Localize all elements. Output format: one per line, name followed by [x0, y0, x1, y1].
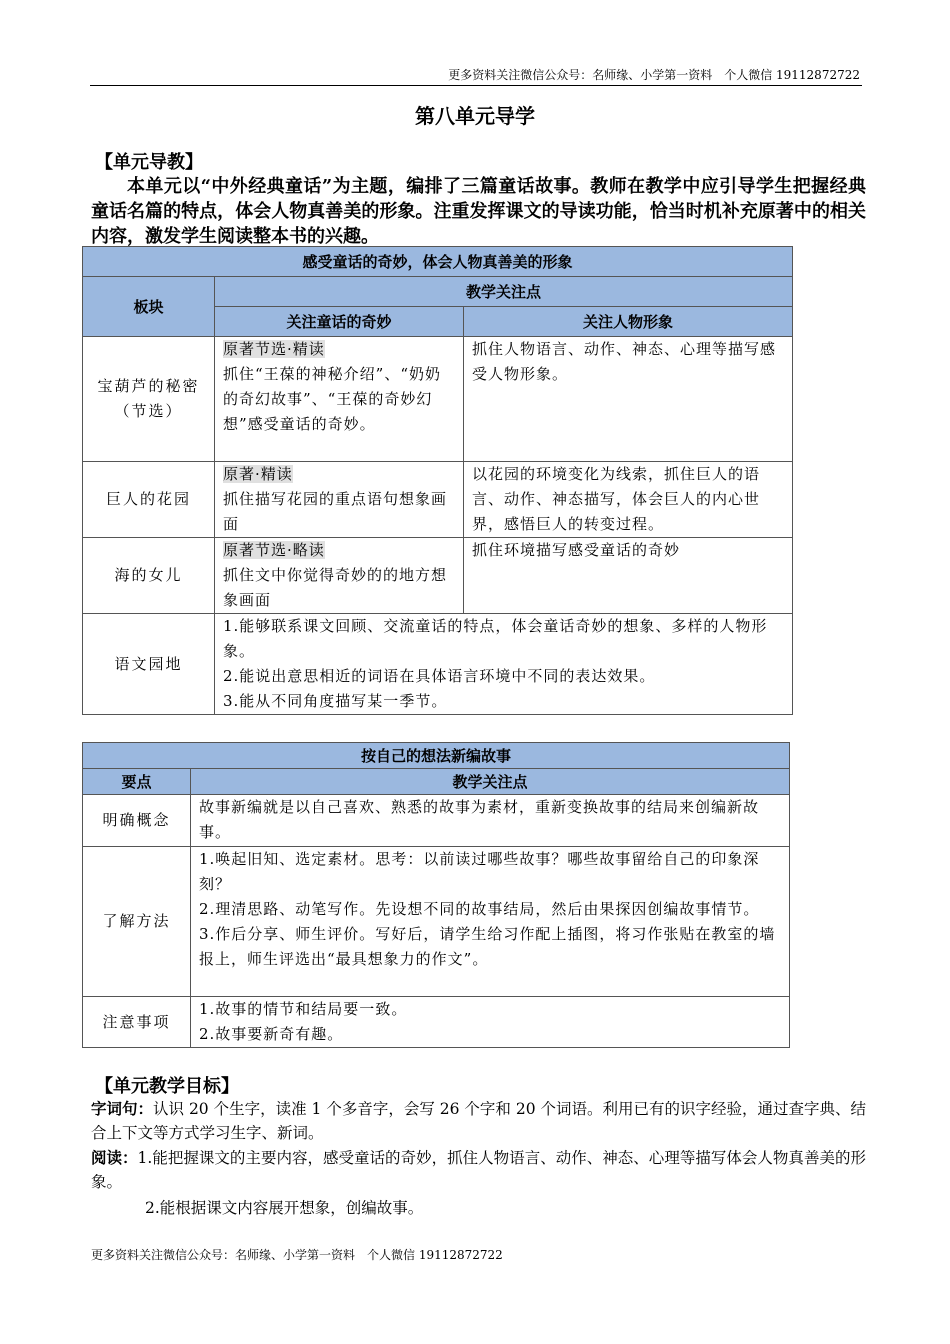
reading-tag: 原著·精读: [223, 465, 293, 483]
table1-title: 感受童话的奇妙，体会人物真善美的形象: [83, 247, 793, 277]
row-point-label: 了解方法: [83, 847, 191, 997]
table-row: [83, 997, 790, 1048]
goals-heading: 【单元教学目标】: [95, 1076, 239, 1097]
table-row: [83, 614, 793, 715]
table-row: [83, 538, 793, 614]
goal-reading: [91, 1146, 866, 1194]
table-row: [83, 462, 793, 538]
table-row: [83, 795, 790, 847]
table-row: [83, 337, 793, 462]
header-divider: [90, 85, 862, 86]
intro-text: 本单元以“中外经典童话”为主题，编排了三篇童话故事。教师在教学中应引导学生把握经典童话名篇的特点，体会人物真善美的形象。注重发挥课文的导读功能，恰当时机补充原著中的相关内容，激发学生阅读整本书的兴趣。: [91, 176, 866, 247]
table1-col-wonder: 关注童话的奇妙: [215, 307, 464, 337]
row-block-label: 语文园地: [83, 614, 215, 715]
table-row: [83, 847, 790, 997]
row-character-text: 抓住环境描写感受童话的奇妙: [464, 538, 793, 614]
row-wonder-cell: [215, 337, 464, 462]
table1-col-character: 关注人物形象: [464, 307, 793, 337]
row-block-label: 巨人的花园: [83, 462, 215, 538]
row-block-label: 宝葫芦的秘密（节选）: [83, 337, 215, 462]
list-item: 1.能够联系课文回顾、交流童话的特点，体会童话奇妙的想象、多样的人物形象。: [223, 617, 768, 660]
goal-reading-1: 1.能把握课文的主要内容，感受童话的奇妙，抓住人物语言、动作、神态、心理等描写体会人物真善美的形象。: [91, 1149, 866, 1191]
page-header: 更多资料关注微信公众号：名师缘、小学第一资料 个人微信 19112872722: [448, 68, 860, 82]
table2-col-point: 要点: [83, 769, 191, 795]
list-item: 2.理清思路、动笔写作。先设想不同的故事结局，然后由果探因创编故事情节。: [199, 900, 760, 918]
goal-words-label: 字词句：: [91, 1099, 154, 1118]
list-item: 2.能说出意思相近的词语在具体语言环境中不同的表达效果。: [223, 667, 656, 685]
goal-words: [91, 1097, 866, 1145]
goal-reading-label: 阅读：: [91, 1148, 138, 1167]
list-item: 1.唤起旧知、选定素材。思考：以前读过哪些故事？哪些故事留给自己的印象深刻？: [199, 850, 760, 893]
list-item: 2.故事要新奇有趣。: [199, 1025, 344, 1043]
table2-title: 按自己的想法新编故事: [83, 743, 790, 769]
row-wonder-cell: [215, 462, 464, 538]
row-wonder-cell: [215, 538, 464, 614]
row-focus-cell: [191, 795, 790, 847]
page-footer: 更多资料关注微信公众号：名师缘、小学第一资料 个人微信 19112872722: [91, 1248, 503, 1262]
list-item: 故事新编就是以自己喜欢、熟悉的故事为素材，重新变换故事的结局来创编新故事。: [199, 798, 760, 841]
row-wonder-text: 抓住描写花园的重点语句想象画面: [223, 490, 448, 533]
goal-reading-2: 2.能根据课文内容展开想象，创编故事。: [145, 1199, 424, 1217]
reading-tag: 原著节选·精读: [223, 340, 325, 358]
table-story-writing: [82, 742, 790, 1048]
table1-col-focus: 教学关注点: [215, 277, 793, 307]
list-item: 3.作后分享、师生评价。写好后，请学生给习作配上插图，将习作张贴在教室的墙报上，师生评选出“最具想象力的作文”。: [199, 925, 776, 968]
row-character-text: 抓住人物语言、动作、神态、心理等描写感受人物形象。: [464, 337, 793, 462]
list-item: 1.故事的情节和结局要一致。: [199, 1000, 408, 1018]
intro-heading: 【单元导教】: [95, 152, 203, 173]
reading-tag: 原著节选·略读: [223, 541, 325, 559]
row-character-text: 以花园的环境变化为线索，抓住巨人的语言、动作、神态描写，体会巨人的内心世界，感悟巨人的转变过程。: [464, 462, 793, 538]
row-point-label: 明确概念: [83, 795, 191, 847]
table1-col-block: 板块: [83, 277, 215, 337]
page-title: 第八单元导学: [415, 104, 535, 128]
table2-col-focus: 教学关注点: [191, 769, 790, 795]
table-unit-focus: [82, 246, 793, 715]
row-focus-cell: [191, 847, 790, 997]
row-focus-cell: [191, 997, 790, 1048]
row-wonder-text: 抓住文中你觉得奇妙的的地方想象画面: [223, 566, 448, 609]
garden-cell: [215, 614, 793, 715]
row-wonder-text: 抓住“王葆的神秘介绍”、“奶奶的奇幻故事”、“王葆的奇妙幻想”感受童话的奇妙。: [223, 365, 442, 433]
intro-paragraph: [91, 174, 866, 249]
row-block-label: 海的女儿: [83, 538, 215, 614]
list-item: 3.能从不同角度描写某一季节。: [223, 692, 448, 710]
row-point-label: 注意事项: [83, 997, 191, 1048]
goal-words-text: 认识 20 个生字，读准 1 个多音字，会写 26 个字和 20 个词语。利用已有的识字经验，通过查字典、结合上下文等方式学习生字、新词。: [91, 1100, 866, 1142]
